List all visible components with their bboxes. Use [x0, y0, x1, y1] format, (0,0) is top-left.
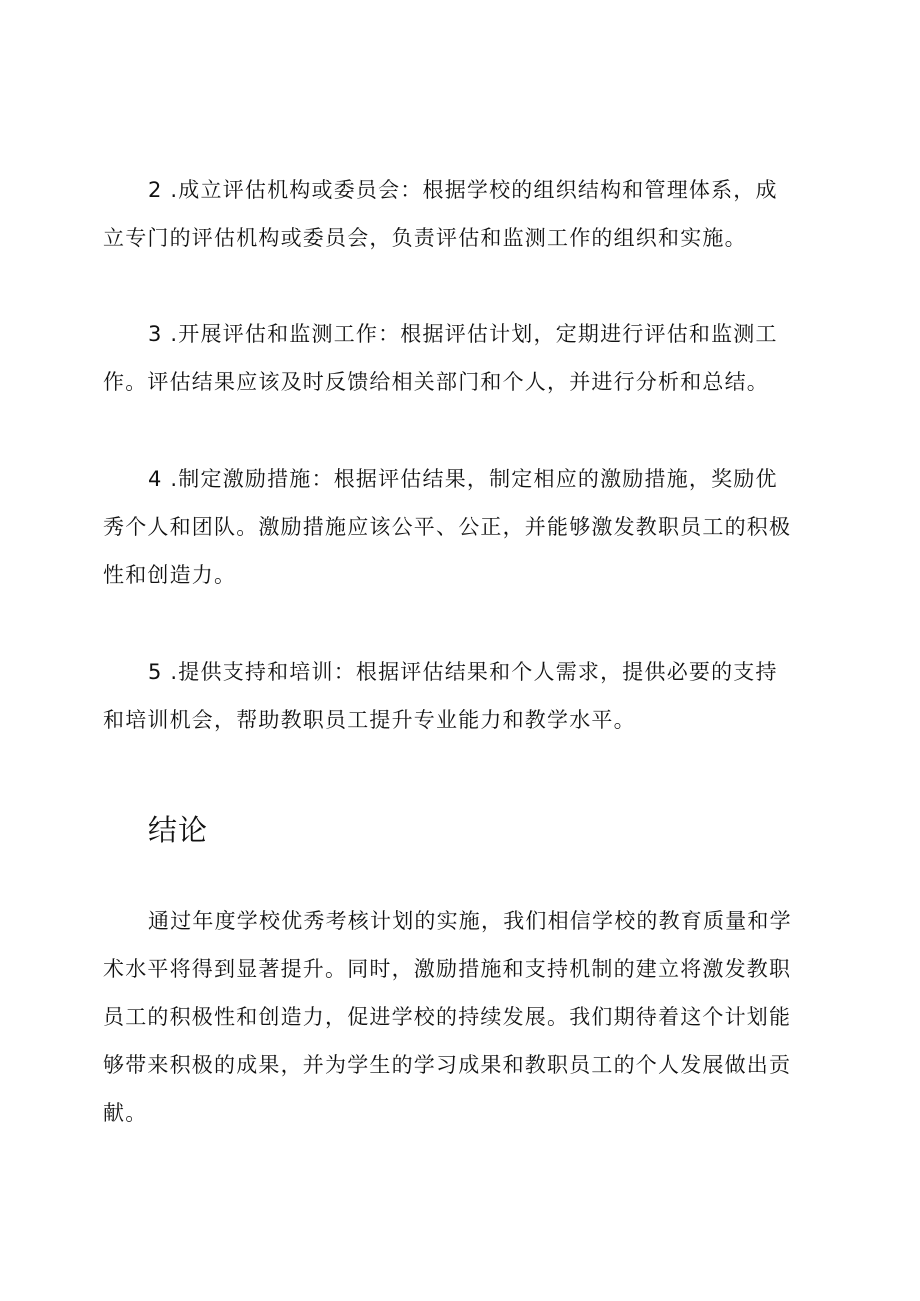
conclusion-paragraph: [103, 897, 819, 1137]
text-line: 立专门的评估机构或委员会，负责评估和监测工作的组织和实施。: [103, 226, 747, 250]
list-item-5: [103, 648, 819, 744]
text-line: 员工的积极性和创造力，促进学校的持续发展。我们期待着这个计划能: [103, 1005, 792, 1029]
list-item-4: [103, 455, 819, 599]
text-line: 术水平将得到显著提升。同时，激励措施和支持机制的建立将激发教职: [103, 957, 792, 981]
text-line: 和培训机会，帮助教职员工提升专业能力和教学水平。: [103, 708, 636, 732]
text-line: 3 .开展评估和监测工作：根据评估计划，定期进行评估和监测工: [148, 322, 778, 346]
list-item-2: [103, 166, 819, 262]
list-item-3: [103, 310, 819, 406]
text-line: 4 .制定激励措施：根据评估结果，制定相应的激励措施，奖励优: [148, 467, 778, 491]
text-line: 秀个人和团队。激励措施应该公平、公正，并能够激发教职员工的积极: [103, 515, 792, 539]
text-line: 作。评估结果应该及时反馈给相关部门和个人，并进行分析和总结。: [103, 370, 769, 394]
text-line: 通过年度学校优秀考核计划的实施，我们相信学校的教育质量和学: [148, 909, 792, 933]
text-line: 2 .成立评估机构或委员会：根据学校的组织结构和管理体系，成: [148, 178, 778, 202]
section-heading: 结论: [148, 813, 209, 847]
text-line: 5 .提供支持和培训：根据评估结果和个人需求，提供必要的支持: [148, 660, 778, 684]
text-line: 够带来积极的成果，并为学生的学习成果和教职员工的个人发展做出贡: [103, 1053, 792, 1077]
text-line: 献。: [103, 1101, 148, 1125]
text-line: 性和创造力。: [103, 563, 237, 587]
